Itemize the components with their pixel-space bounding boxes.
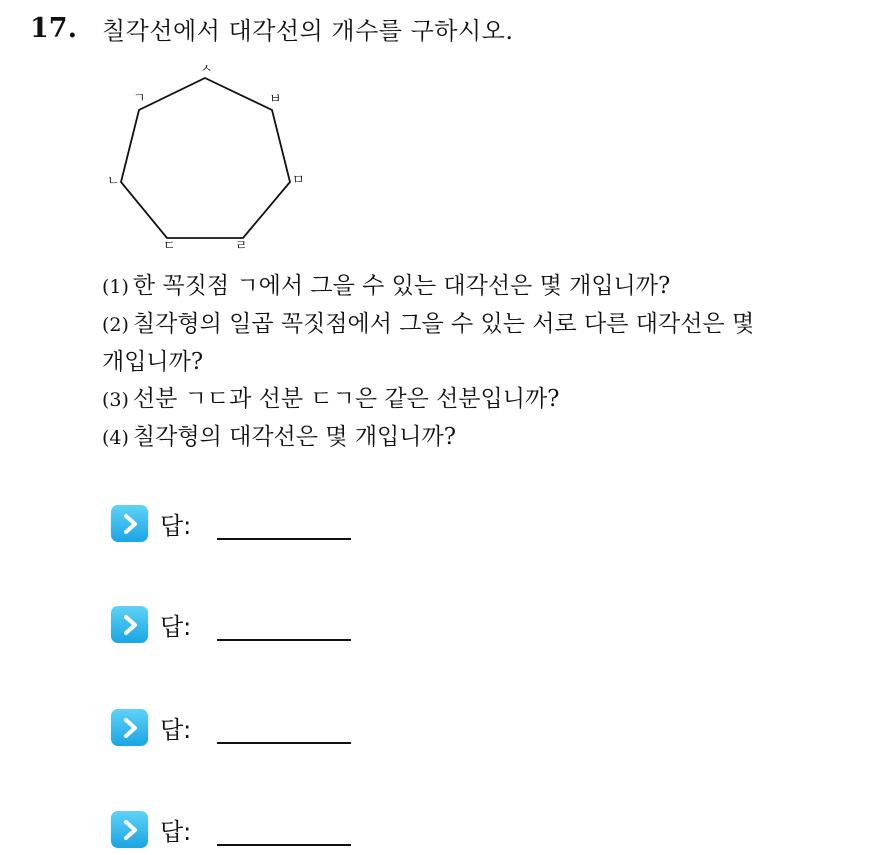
problem-number: 17. [30, 12, 77, 44]
answer-blank[interactable] [217, 844, 351, 846]
question-1 [102, 268, 872, 306]
vertex-label-right: ㅁ [292, 173, 305, 188]
answer-row-1 [111, 505, 351, 542]
question-number: (1) [102, 276, 129, 298]
vertex-label-top: ㅅ [200, 62, 213, 77]
chevron-right-icon [111, 505, 148, 542]
answer-blank[interactable] [217, 742, 351, 744]
answer-label: 답: [160, 512, 192, 540]
answer-label: 답: [160, 716, 192, 744]
answer-blank[interactable] [217, 639, 351, 641]
question-2 [102, 306, 872, 344]
question-text: 칠각형의 대각선은 몇 개입니까? [132, 424, 457, 450]
problem-header [30, 8, 513, 48]
question-number: (4) [102, 427, 129, 449]
question-text: 한 꼭짓점 ㄱ에서 그을 수 있는 대각선은 몇 개입니까? [132, 273, 671, 299]
question-number: (2) [102, 314, 129, 336]
question-3 [102, 381, 872, 419]
answer-row-4 [111, 811, 351, 848]
question-list [102, 268, 872, 457]
heptagon-shape [121, 78, 290, 238]
question-text: 개입니까? [102, 349, 204, 375]
chevron-right-icon [111, 811, 148, 848]
chevron-right-icon [111, 709, 148, 746]
answer-row-3 [111, 709, 351, 746]
question-text: 칠각형의 일곱 꼭짓점에서 그을 수 있는 서로 다른 대각선은 몇 [132, 311, 755, 337]
heptagon-svg [100, 58, 320, 253]
question-4 [102, 419, 872, 457]
answer-label: 답: [160, 613, 192, 641]
answer-blank[interactable] [217, 538, 351, 540]
question-2-continued [102, 344, 872, 381]
vertex-label-left: ㄴ [107, 174, 120, 189]
vertex-label-upper-right: ㅂ [269, 92, 282, 107]
question-text: 선분 ㄱㄷ과 선분 ㄷㄱ은 같은 선분입니까? [132, 386, 560, 412]
heptagon-figure [100, 58, 320, 257]
question-number: (3) [102, 389, 129, 411]
answer-row-2 [111, 606, 351, 643]
problem-title: 칠각선에서 대각선의 개수를 구하시오. [102, 16, 514, 45]
vertex-label-bottom-right: ㄹ [235, 239, 248, 253]
chevron-right-icon [111, 606, 148, 643]
answer-label: 답: [160, 818, 192, 846]
vertex-label-bottom-left: ㄷ [163, 239, 176, 253]
vertex-label-upper-left: ㄱ [133, 91, 146, 106]
